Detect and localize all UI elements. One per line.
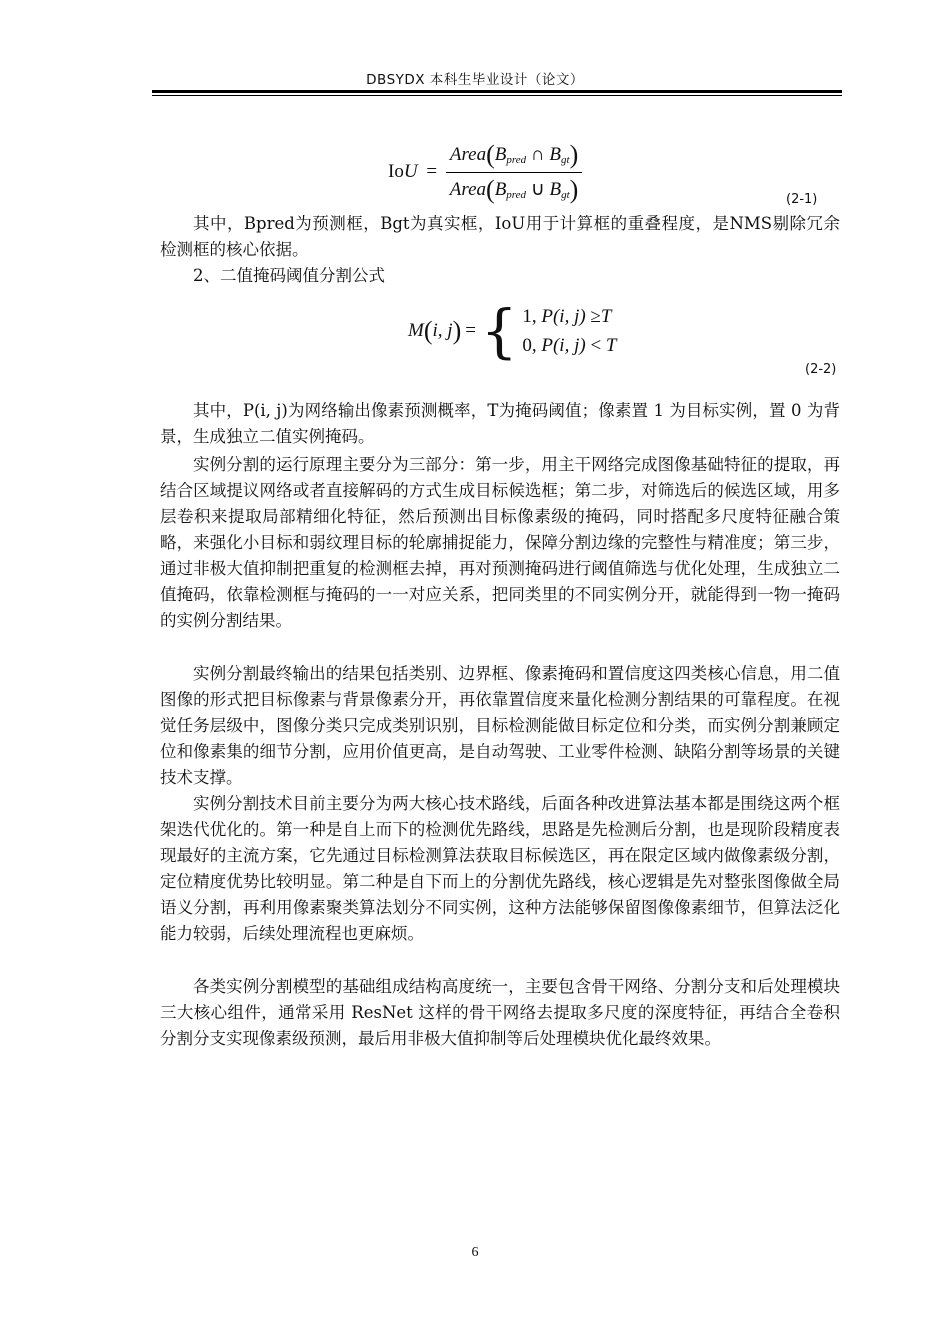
equation-number: (2-1) xyxy=(786,192,818,207)
page-number: 6 xyxy=(471,1245,479,1260)
header-rule-thin xyxy=(152,95,842,96)
equation-number: (2-2) xyxy=(805,362,837,377)
paragraph: 实例分割技术目前主要分为两大核心技术路线，后面各种改进算法基本都是围绕这两个框架迭代优化的。第一种是自上而下的检测优先路线，思路是先检测后分割，也是现阶段精度表现最好的主流方案，它先通过目标检测算法获取目标候选区，再在限定区域内做像素级分割，定位精度优势比较明显。第二种是自下而上的分割优先路线，核心逻辑是先对整张图像做全局语义分割，再利用像素聚类算法划分不同实例，这种方法能够保留图像像素细节，但算法泛化能力较弱，后续处理流程也更麻烦。 xyxy=(160,794,840,943)
paragraph: 实例分割的运行原理主要分为三部分：第一步，用主干网络完成图像基础特征的提取，再结合区域提议网络或者直接解码的方式生成目标候选框；第二步，对筛选后的候选区域，用多层卷积来提取局部精细化特征，然后预测出目标像素级的掩码，同时搭配多尺度特征融合策略，来强化小目标和弱纹理目标的轮廓捕捉能力，保障分割边缘的完整性与精准度；第三步，通过非极大值抑制把重复的检测框去掉，再对预测掩码进行阈值筛选与优化处理，生成独立二值掩码，依靠检测框与掩码的一一对应关系，把同类里的不同实例分开，就能得到一物一掩码的实例分割结果。 xyxy=(160,455,840,630)
formula-mask: M(i, j) = { 1, P(i, j) ≥T 0, P(i, j) < T xyxy=(408,297,617,365)
paragraph: 各类实例分割模型的基础组成结构高度统一，主要包含骨干网络、分割分支和后处理模块三大核心组件，通常采用 ResNet 这样的骨干网络去提取多尺度的深度特征，再结合全卷积分割分支实现像素级预测，最后用非极大值抑制等后处理模块优化最终效果。 xyxy=(160,977,840,1048)
section-heading: 2、二值掩码阈值分割公式 xyxy=(193,266,385,285)
header-rule-thick xyxy=(152,90,842,93)
paragraph: 其中，Bpred为预测框，Bgt为真实框，IoU用于计算框的重叠程度，是NMS剔除冗余检测框的核心依据。 xyxy=(160,214,840,259)
formula-iou: IoU = $\frac{Area(B_{pred} \cap B_{gt})}{Area(B_{pred} \cup B_{gt})}$ xyxy=(388,140,582,205)
paragraph: 实例分割最终输出的结果包括类别、边界框、像素掩码和置信度这四类核心信息，用二值图像的形式把目标像素与背景像素分开，再依靠置信度来量化检测分割结果的可靠程度。在视觉任务层级中，图像分类只完成类别识别，目标检测能做目标定位和分类，而实例分割兼顾定位和像素集的细节分割，应用价值更高，是自动驾驶、工业零件检测、缺陷分割等场景的关键技术支撑。 xyxy=(160,664,840,787)
paragraph: 其中，P(i, j)为网络输出像素预测概率，T为掩码阈值；像素置 1 为目标实例，置 0 为背景，生成独立二值实例掩码。 xyxy=(160,401,840,446)
page-header: DBSYDX 本科生毕业设计（论文） xyxy=(366,72,584,88)
